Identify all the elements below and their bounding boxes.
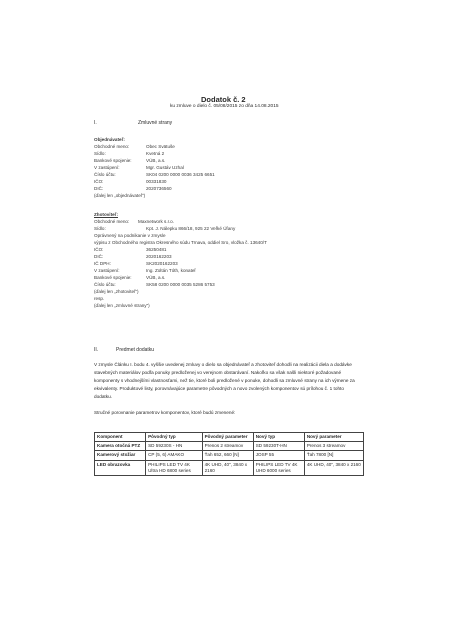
table-cell: 4K UHD, 40", 3840 x 2160	[304, 460, 363, 475]
objednavatel-value: VÚB, a.s.	[146, 158, 166, 163]
table-header-row	[95, 433, 364, 442]
table-cell: SD 59230S - HN	[146, 442, 202, 451]
zhotovitel-value: SK2020162203	[146, 261, 178, 266]
objednavatel-label: Obchodné meno:	[94, 144, 130, 149]
component-comparison-table	[94, 432, 364, 476]
objednavatel-label: IČO:	[94, 179, 104, 184]
table-row	[95, 451, 364, 460]
zhotovitel-value: Ing. Zoltán Tóth, konateľ	[146, 268, 196, 273]
zhotovitel-heading: Zhotoviteľ:	[94, 212, 118, 217]
section1-number: I.	[94, 120, 97, 126]
table-cell: PHILIPS LED TV 4K Ultra HD 6800 series	[146, 460, 202, 475]
objednavatel-value: 2020736560	[146, 186, 172, 191]
table-cell: LED obrazovka	[95, 460, 146, 475]
table-row	[95, 460, 364, 475]
objednavatel-value: SK04 0200 0000 0036 3425 6651	[146, 172, 215, 177]
table-cell: CP (5, 6) AMAKO	[146, 451, 202, 460]
zhotovitel-label: Bankové spojenie:	[94, 275, 132, 280]
table-cell: Kamera otočná PTZ	[95, 442, 146, 451]
section2-title: Predmet dodatku	[116, 347, 155, 353]
zhotovitel-label: Číslo účtu:	[94, 282, 116, 287]
objednavatel-value: Obec Svätuše	[146, 144, 175, 149]
objednavatel-value: 00331830	[146, 179, 167, 184]
zhotovitel-label: IČO:	[94, 247, 104, 252]
zhotovitel-footer: (ďalej len „zmluvné strany“)	[94, 303, 150, 308]
zhotovitel-footer: (ďalej len „zhotoviteľ“)	[94, 289, 139, 294]
zhotovitel-value: Kpt. J. Nálepku 866/18, 925 22 Veľké Úľany	[146, 226, 236, 231]
objednavatel-value: Mgr. Gustáv Uzhal	[146, 165, 184, 170]
table-row	[95, 442, 364, 451]
table-header: Komponent	[95, 433, 146, 442]
table-cell: Ťah 652, 660 [N]	[202, 451, 253, 460]
zhotovitel-registration: výpisu z Obchodného registra Okresného súdu Trnava, oddiel Sro, vložka č. 13640/T	[94, 240, 267, 245]
table-cell: PHILIPS LED TV 4K UHD 6000 series	[253, 460, 304, 475]
zhotovitel-label: DIČ:	[94, 254, 104, 259]
zhotovitel-label: V zastúpení:	[94, 268, 120, 273]
table-cell: JOSP 55	[253, 451, 304, 460]
section2-table-intro: Stručné porovnanie parametrov komponentov, ktoré budú zmenené:	[94, 410, 236, 415]
zhotovitel-label: Obchodné meno:	[94, 219, 130, 224]
objednavatel-label: Bankové spojenie:	[94, 158, 132, 163]
zhotovitel-footer: resp.	[94, 296, 105, 301]
zhotovitel-label: IČ DPH:	[94, 261, 111, 266]
objednavatel-value: Kvetná 2	[146, 151, 165, 156]
section1-title: Zmluvné strany	[138, 120, 173, 126]
objednavatel-heading: Objednávateľ:	[94, 137, 125, 142]
zhotovitel-value: SK58 0200 0000 0035 5286 5753	[146, 282, 215, 287]
objednavatel-label: V zastúpení:	[94, 165, 120, 170]
table-cell: 4K UHD, 40", 3840 x 2160	[202, 460, 253, 475]
objednavatel-label: Sídlo:	[94, 151, 106, 156]
objednavatel-footer: (ďalej len „objednávateľ“)	[94, 193, 146, 198]
zhotovitel-value: 2020162203	[146, 254, 172, 259]
table-header: Nový parameter	[304, 433, 363, 442]
table-header: Nový typ	[253, 433, 304, 442]
table-header: Pôvodný typ	[146, 433, 202, 442]
table-cell: SD 59230T-HN	[253, 442, 304, 451]
objednavatel-label: DIČ:	[94, 186, 104, 191]
table-cell: Ťah 7800 [N]	[304, 451, 363, 460]
table-cell: Kamerový stožiar	[95, 451, 146, 460]
objednavatel-label: Číslo účtu:	[94, 172, 116, 177]
section2-paragraph: V zmysle Článku I. bodu 4. vyššie uvedenej zmluvy o dielo sa objednávateľ a zhotoviteľ dohodli na realizácii diela a dodávke stavebných materiálov podľa ponuky predloženej vo verejnom obstarávaní. Nakoľko sa však našli niektoré požadované komponenty s vhodnejšími vlastnosťami, než tie, ktoré boli predložené v ponuke, dohodli sa zmluvné strany na ich výmene za ekvivalenty. Produktové listy, porovnávajúce parametre pôvodných a novo zvolených komponentov sú prílohou č. 1 tohto dodatku.	[94, 362, 355, 399]
zhotovitel-label: Sídlo:	[94, 226, 106, 231]
section2-number: II.	[94, 347, 99, 353]
zhotovitel-value: VÚB, a.s.	[146, 275, 166, 280]
zhotovitel-value: Maxnetwork s.r.o.	[138, 219, 174, 224]
zhotovitel-registration: Oprávnený na podnikanie v zmysle	[94, 233, 166, 238]
document-subtitle: ku zmluve o dielo č. 05/08/2015 zo dňa 14.08.2015	[170, 104, 279, 109]
table-cell: Prenos 3 streamov	[304, 442, 363, 451]
table-header: Pôvodný parameter	[202, 433, 253, 442]
table-cell: Prenos 2 streamov	[202, 442, 253, 451]
document-title: Dodatok č. 2	[201, 95, 246, 104]
zhotovitel-value: 36250481	[146, 247, 167, 252]
